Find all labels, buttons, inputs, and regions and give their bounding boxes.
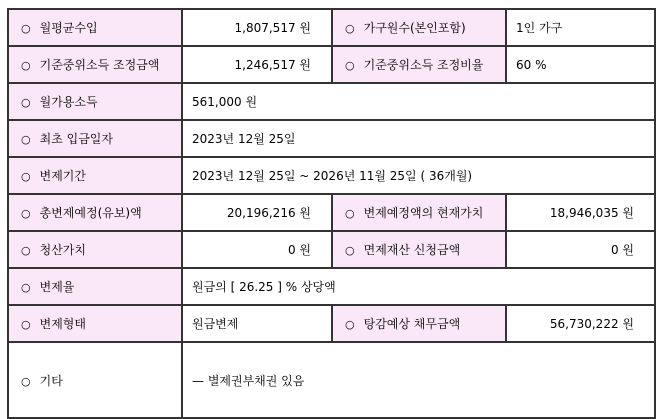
circle-marker-icon: ○ <box>21 207 31 220</box>
label-cell-liquidation-value <box>8 231 182 268</box>
label-text: 변제율 <box>39 280 75 294</box>
table-row <box>8 231 655 268</box>
label-text: 기준중위소득 조정비율 <box>363 58 484 72</box>
circle-marker-icon: ○ <box>21 281 31 294</box>
label-cell-repayment-rate <box>8 268 182 305</box>
label-text: 변제형태 <box>39 317 86 331</box>
table-row <box>8 194 655 231</box>
circle-marker-icon: ○ <box>21 244 31 257</box>
circle-marker-icon: ○ <box>21 374 31 388</box>
value-cell-monthly-disposable-income: 561,000 원 <box>182 83 655 120</box>
value-cell-first-deposit-date: 2023년 12월 25일 <box>182 120 655 157</box>
value-cell-total-planned-repayment: 20,196,216 원 <box>182 194 332 231</box>
label-cell-exempt-property-request <box>332 231 506 268</box>
value-cell-liquidation-value: 0 원 <box>182 231 332 268</box>
circle-marker-icon: ○ <box>345 244 355 257</box>
label-cell-household-members <box>332 9 506 46</box>
label-cell-repayment-form <box>8 305 182 342</box>
circle-marker-icon: ○ <box>345 207 355 220</box>
circle-marker-icon: ○ <box>21 133 31 146</box>
table-row <box>8 305 655 342</box>
label-text: 탕감예상 채무금액 <box>363 317 461 331</box>
value-cell-expected-forgiven-debt: 56,730,222 원 <box>506 305 655 342</box>
table-row <box>8 342 655 418</box>
value-cell-household-members: 1인 가구 <box>506 9 655 46</box>
circle-marker-icon: ○ <box>21 96 31 109</box>
repayment-summary-table <box>7 8 656 419</box>
circle-marker-icon: ○ <box>345 318 355 331</box>
label-cell-present-value-of-repayment <box>332 194 506 231</box>
label-text: 면제재산 신청금액 <box>363 243 461 257</box>
label-text: 총변제예정(유보)액 <box>39 206 142 220</box>
label-cell-monthly-average-income <box>8 9 182 46</box>
table-row <box>8 157 655 194</box>
label-text: 기타 <box>39 373 63 388</box>
value-cell-etc: — 별제권부채권 있음 <box>182 342 655 418</box>
value-cell-repayment-rate: 원금의 [ 26.25 ] % 상당액 <box>182 268 655 305</box>
value-cell-monthly-average-income: 1,807,517 원 <box>182 9 332 46</box>
label-text: 변제예정액의 현재가치 <box>363 206 484 220</box>
value-cell-repayment-period: 2023년 12월 25일 ~ 2026년 11월 25일 ( 36개월) <box>182 157 655 194</box>
value-cell-exempt-property-request: 0 원 <box>506 231 655 268</box>
circle-marker-icon: ○ <box>21 170 31 183</box>
label-cell-median-income-adjust-ratio <box>332 46 506 83</box>
label-cell-median-income-adjusted-amount <box>8 46 182 83</box>
value-cell-repayment-form: 원금변제 <box>182 305 332 342</box>
label-cell-expected-forgiven-debt <box>332 305 506 342</box>
label-cell-monthly-disposable-income <box>8 83 182 120</box>
label-text: 청산가치 <box>39 243 86 257</box>
label-cell-first-deposit-date <box>8 120 182 157</box>
circle-marker-icon: ○ <box>21 59 31 72</box>
value-cell-present-value-of-repayment: 18,946,035 원 <box>506 194 655 231</box>
label-text: 최초 입금일자 <box>39 132 113 146</box>
table-row <box>8 46 655 83</box>
label-cell-repayment-period <box>8 157 182 194</box>
value-cell-median-income-adjusted-amount: 1,246,517 원 <box>182 46 332 83</box>
label-text: 변제기간 <box>39 169 86 183</box>
circle-marker-icon: ○ <box>21 22 31 35</box>
value-cell-median-income-adjust-ratio: 60 % <box>506 46 655 83</box>
circle-marker-icon: ○ <box>345 22 355 35</box>
table-row <box>8 120 655 157</box>
table-row <box>8 268 655 305</box>
circle-marker-icon: ○ <box>345 59 355 72</box>
table-row <box>8 83 655 120</box>
label-cell-total-planned-repayment <box>8 194 182 231</box>
label-text: 가구원수(본인포함) <box>363 21 466 35</box>
circle-marker-icon: ○ <box>21 318 31 331</box>
label-text: 월평균수입 <box>39 21 98 35</box>
label-cell-etc <box>8 342 182 418</box>
label-text: 기준중위소득 조정금액 <box>39 58 160 72</box>
label-text: 월가용소득 <box>39 95 98 109</box>
table-row <box>8 9 655 46</box>
